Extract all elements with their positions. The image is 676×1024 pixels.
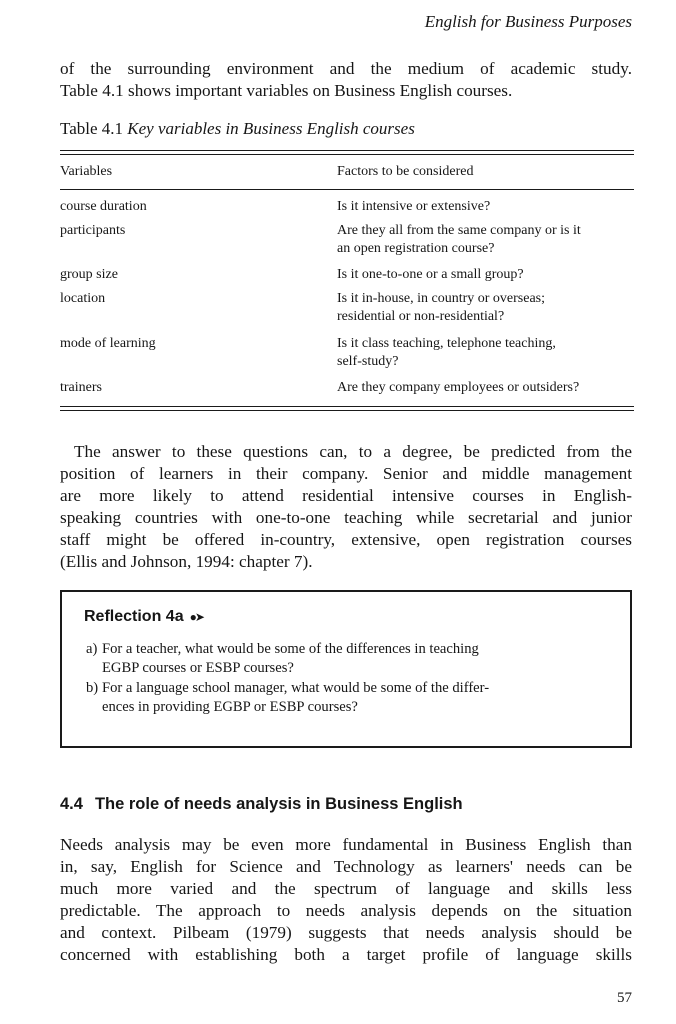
text-line: The answer to these questions can, to a degree, be predicted from the	[74, 442, 632, 461]
table-header-rule	[60, 189, 634, 190]
table-cell-variable: trainers	[60, 380, 102, 395]
text-line: speaking countries with one-to-one teaching while secretarial and junior	[60, 508, 632, 527]
table-cell-factors	[337, 266, 637, 284]
running-head: English for Business Purposes	[424, 12, 632, 31]
text-line: and context. Pilbeam (1979) suggests that needs analysis should be	[60, 923, 632, 942]
table-cell-variable: course duration	[60, 199, 147, 214]
question-line: EGBP courses or ESBP courses?	[102, 660, 294, 676]
table-bottom-rule	[60, 406, 634, 407]
question-line: ences in providing EGBP or ESBP courses?	[102, 699, 358, 715]
text-line: staff might be offered in-country, extensive, open registration courses	[60, 530, 632, 549]
question-line: For a language school manager, what would be some of the differ-	[102, 680, 490, 696]
table-cell-factors	[337, 379, 637, 397]
needs-paragraph	[60, 834, 632, 966]
page-number: 57	[617, 990, 632, 1006]
table-cell-factors	[337, 198, 637, 216]
factor-line: an open registration course?	[337, 241, 495, 256]
table-cell-variable: location	[60, 291, 106, 306]
table-header-variables: Variables	[60, 164, 113, 179]
section-number: 4.4	[60, 795, 83, 813]
table-cell-variable: group size	[60, 267, 118, 282]
table-cell-variable: participants	[60, 223, 126, 238]
question-label: a)	[86, 641, 98, 657]
reflection-title	[84, 608, 203, 626]
answer-paragraph	[60, 441, 632, 573]
factor-line: Is it intensive or extensive?	[337, 199, 491, 214]
text-line: predictable. The approach to needs analysis depends on the situation	[60, 901, 632, 920]
reflection-title-text: Reflection 4a	[84, 608, 184, 625]
question-text	[102, 640, 479, 678]
section-title: The role of needs analysis in Business English	[94, 795, 463, 813]
table-caption	[60, 119, 415, 139]
table-bottom-rule	[60, 410, 634, 411]
arrow-right-icon: ●➤	[189, 610, 203, 624]
factor-line: Is it in-house, in country or overseas;	[337, 291, 546, 306]
table-top-rule	[60, 154, 634, 155]
factor-line: Is it class teaching, telephone teaching,	[337, 336, 556, 351]
table-cell-factors	[337, 290, 637, 326]
table-label: Table 4.1	[60, 119, 124, 138]
factor-line: residential or non-residential?	[337, 309, 505, 324]
reflection-box	[60, 590, 632, 748]
table-header-factors: Factors to be considered	[337, 164, 474, 179]
text-line: of the surrounding environment and the medium of academic study.	[60, 59, 632, 78]
factor-line: Are they company employees or outsiders?	[337, 380, 580, 395]
factor-line: Is it one-to-one or a small group?	[337, 267, 524, 282]
factor-line: Are they all from the same company or is it	[337, 223, 581, 238]
table-top-rule	[60, 150, 634, 151]
table-cell-factors	[337, 222, 637, 258]
table-title: Key variables in Business English courses	[127, 119, 415, 138]
text-line: (Ellis and Johnson, 1994: chapter 7).	[60, 552, 313, 571]
table-cell-variable: mode of learning	[60, 336, 156, 351]
text-line: in, say, English for Science and Technology as learners' needs can be	[60, 857, 632, 876]
question-text	[102, 679, 489, 717]
factor-line: self-study?	[337, 354, 399, 369]
text-line: concerned with establishing both a target profile of language skills	[60, 945, 632, 964]
text-line: Table 4.1 shows important variables on Business English courses.	[60, 81, 513, 100]
text-line: are more likely to attend residential intensive courses in English-	[60, 486, 632, 505]
table-cell-factors	[337, 335, 637, 371]
section-heading	[60, 795, 463, 814]
text-line: position of learners in their company. Senior and middle management	[60, 464, 632, 483]
question-line: For a teacher, what would be some of the differences in teaching	[102, 641, 479, 657]
text-line: much more varied and the spectrum of language and skills less	[60, 879, 632, 898]
question-label: b)	[86, 680, 99, 696]
intro-paragraph	[60, 58, 632, 102]
text-line: Needs analysis may be even more fundamental in Business English than	[60, 835, 632, 854]
